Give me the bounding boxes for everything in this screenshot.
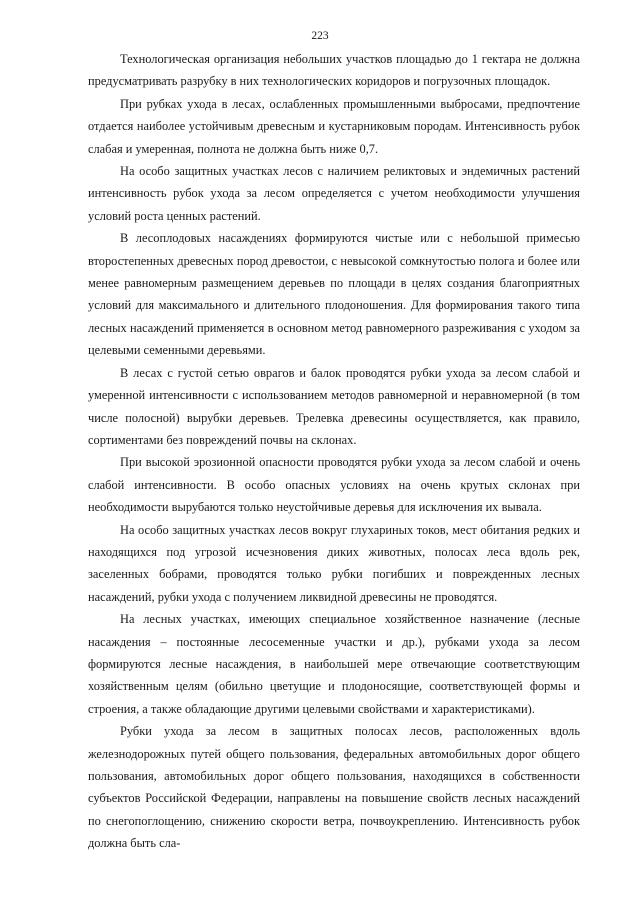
paragraph: При высокой эрозионной опасности проводятся рубки ухода за лесом слабой и очень слабой интенсивности. В особо опасных условиях на очень крутых склонах при необходимости вырубаются только неустойчивые деревья для исключения их вывала. <box>88 455 580 515</box>
paragraph: На лесных участках, имеющих специальное хозяйственное назначение (лесные насаждения – постоянные лесосеменные участки и др.), рубками ухода за лесом формируются лесные насаждения, в наибольшей мере отвечающие соответствующим хозяйственным целям (обильно цветущие и плодоносящие, соответствующей формы и строения, а также обладающие другими целевыми свойствами и характеристиками). <box>88 612 580 716</box>
body-text <box>88 48 580 855</box>
paragraph: Рубки ухода за лесом в защитных полосах лесов, расположенных вдоль железнодорожных путей общего пользования, федеральных автомобильных дорог общего пользования, автомобильных дорог общего пользования, находящихся в собственности субъектов Российской Федерации, направлены на повышение свойств лесных насаждений по снегопоглощению, снижению скорости ветра, почвоукреплению. Интенсивность рубок должна быть сла- <box>88 724 580 851</box>
page-number: 223 <box>311 30 329 42</box>
paragraph: На особо защитных участках лесов вокруг глухариных токов, мест обитания редких и находящихся под угрозой исчезновения диких животных, полосах леса вдоль рек, заселенных бобрами, проводятся только рубки погибших и поврежденных лесных насаждений, рубки ухода с получением ликвидной древесины не проводятся. <box>88 522 580 604</box>
paragraph: В лесах с густой сетью оврагов и балок проводятся рубки ухода за лесом слабой и умеренной интенсивности с использованием методов равномерной и неравномерной (в том числе полосной) вырубки деревьев. Трелевка древесины осуществляется, как правило, сортиментами без повреждений почвы на склонах. <box>88 365 580 447</box>
paragraph: При рубках ухода в лесах, ослабленных промышленными выбросами, предпочтение отдается наиболее устойчивым древесным и кустарниковым породам. Интенсивность рубок слабая и умеренная, полнота не должна быть ниже 0,7. <box>88 96 580 156</box>
paragraph: В лесоплодовых насаждениях формируются чистые или с небольшой примесью второстепенных древесных пород древостои, с невысокой сомкнутостью полога и более или менее равномерным размещением деревьев по площади в целях создания благоприятных условий для максимального и длительного плодоношения. Для формирования такого типа лесных насаждений применяется в основном метод равномерного разреживания с уходом за целевыми семенными деревьями. <box>88 231 580 358</box>
paragraph: Технологическая организация небольших участков площадью до 1 гектара не должна предусматривать разрубку в них технологических коридоров и погрузочных площадок. <box>88 52 580 89</box>
paragraph: На особо защитных участках лесов с наличием реликтовых и эндемичных растений интенсивность рубок ухода за лесом определяется с учетом необходимости улучшения условий роста ценных растений. <box>88 164 580 223</box>
